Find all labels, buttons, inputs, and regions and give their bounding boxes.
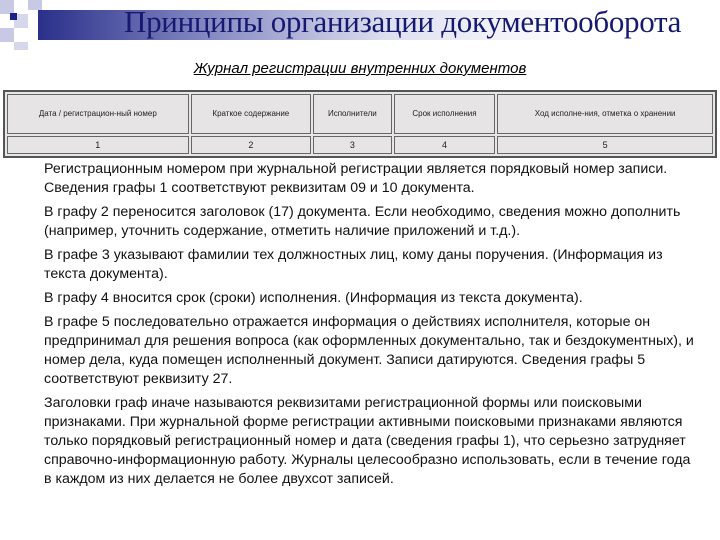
- paragraph: В графе 3 указывают фамилии тех должностных лиц, кому даны поручения. (Информация из текста документа).: [44, 247, 663, 282]
- decoration-square: [28, 0, 42, 10]
- journal-title: Журнал регистрации внутренних документов: [193, 60, 527, 77]
- table-header-cell: Исполнители: [313, 94, 392, 134]
- column-number: 2: [191, 136, 311, 154]
- paragraph: В графу 2 переносится заголовок (17) документа. Если необходимо, сведения можно дополнить (например, уточнить содержание, отметить наличие приложений и т.д.).: [44, 204, 681, 239]
- paragraph: В графе 5 последовательно отражается информация о действиях исполнителя, которые он предпринимал для решения вопроса (как оформленных документально, так и бездокументных), и номер дела, куда помещен исполненный документ. Записи датируются. Сведения графы 5 соответствуют реквизиту 27.: [44, 314, 694, 387]
- decoration-square: [14, 42, 28, 50]
- table-header-cell: Дата / регистрацион-ный номер: [7, 94, 189, 134]
- column-number: 3: [313, 136, 392, 154]
- body-text: [44, 160, 694, 494]
- paragraph: Заголовки граф иначе называются реквизитами регистрационной формы или поисковыми признаками. При журнальной форме регистрации активными поисковыми признаками являются только порядковый регистрационный номер и дата (сведения графы 1), что серьезно затрудняет справочно-информационную работу. Журналы целесообразно использовать, если в течение года в каждом из них делается не более двухсот записей.: [44, 395, 691, 487]
- decoration-square: [10, 13, 17, 20]
- column-number: 1: [7, 136, 189, 154]
- column-number: 4: [394, 136, 496, 154]
- decoration-square: [0, 28, 14, 42]
- paragraph: В графу 4 вносится срок (сроки) исполнения. (Информация из текста документа).: [44, 290, 583, 306]
- journal-table: [3, 90, 717, 158]
- paragraph: Регистрационным номером при журнальной регистрации является порядковый номер записи. Сведения графы 1 соответствуют реквизитам 09 и 10 документа.: [44, 161, 668, 196]
- column-number: 5: [497, 136, 713, 154]
- decoration-square: [0, 0, 14, 14]
- table-header-cell: Краткое содержание: [191, 94, 311, 134]
- table-header-cell: Ход исполне-ния, отметка о хранении: [497, 94, 713, 134]
- page-title: Принципы организации документооборота: [124, 4, 682, 39]
- table-number-row: [7, 136, 713, 154]
- table-header-cell: Срок исполнения: [394, 94, 496, 134]
- table-header-row: [7, 94, 713, 134]
